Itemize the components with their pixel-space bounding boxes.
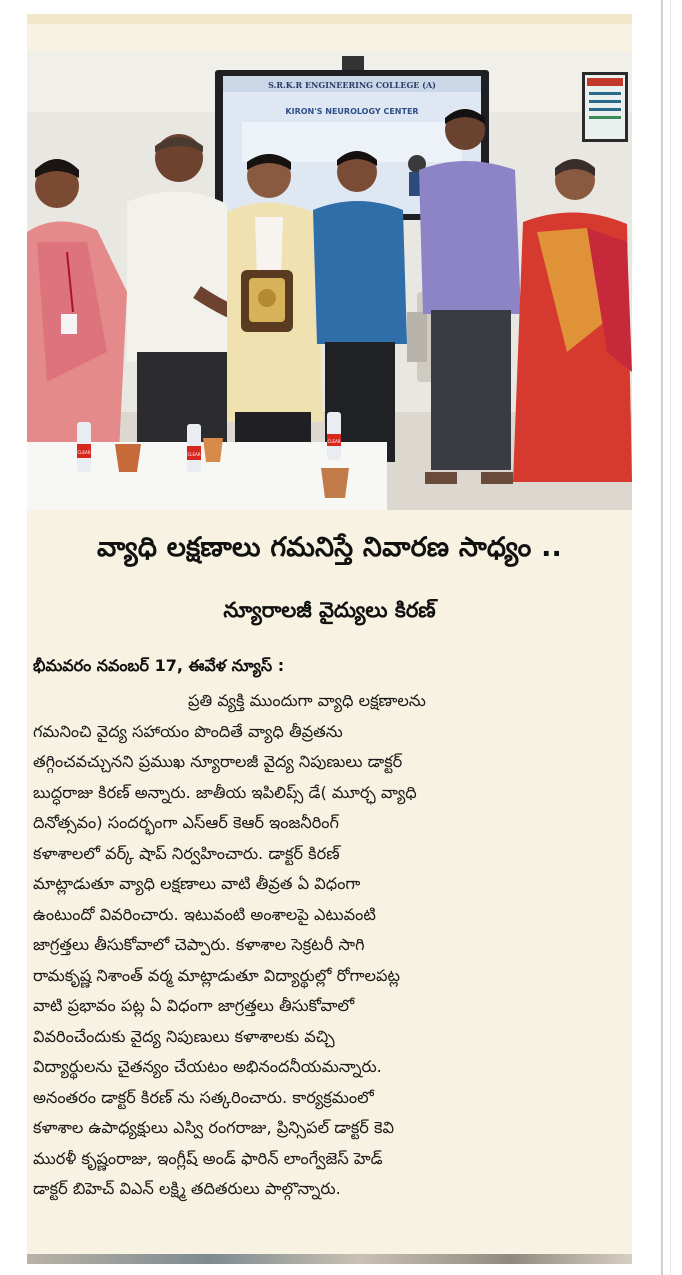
bottle-label-1: CLEAR — [77, 450, 91, 455]
article-body — [33, 686, 625, 1205]
body-line: విద్యార్థులను చైతన్యం చేయటం అభినందనీయమన్నారు. — [33, 1057, 382, 1076]
body-line: డాక్టర్ బిహెచ్ విఎన్ లక్ష్మి తదితరులు పాల్గొన్నారు. — [33, 1179, 341, 1198]
bottle-label-2: CLEAR — [187, 452, 201, 457]
event-photo-illustration — [27, 52, 632, 510]
body-line: కళాశాలలో వర్క్ షాప్ నిర్వహించారు. డాక్టర్ కిరణ్ — [33, 843, 340, 863]
body-line: కళాశాల ఉపాధ్యక్షులు ఎస్వి రంగరాజు, ప్రిన్సిపల్ డాక్టర్ కెవి — [33, 1118, 395, 1137]
article-headline: వ్యాధి లక్షణాలు గమనిస్తే నివారణ సాధ్యం .. — [97, 532, 562, 563]
bottle-label-3: CLEAR — [327, 439, 341, 444]
article-subheadline: న్యూరాలజీ వైద్యులు కిరణ్ — [223, 598, 436, 622]
body-line: ఉంటుందో వివరించారు. ఇటువంటి అంశాలపై ఎటువంటి — [33, 904, 376, 924]
page-edge-rule-secondary — [670, 0, 671, 1275]
screen-college-name: S.R.K.R ENGINEERING COLLEGE (A) — [268, 80, 436, 90]
article-dateline: భీమవరం నవంబర్ 17, ఈవేళ న్యూస్ : — [33, 656, 285, 675]
screen-center-name: KIRON'S NEUROLOGY CENTER — [285, 107, 419, 116]
body-line: మాట్లాడుతూ వ్యాధి లక్షణాలు వాటి తీవ్రత ఏ విధంగా — [33, 874, 361, 893]
body-line: మురళీ కృష్ణంరాజు, ఇంగ్లీష్ అండ్ ఫారిన్ లాంగ్వేజెస్ హెడ్ — [33, 1148, 383, 1168]
body-line: జాగ్రత్తలు తీసుకోవాలో చెప్పారు. కళాశాల సెక్రటరీ సాగి — [33, 935, 365, 954]
body-line: ప్రతి వ్యక్తి ముందుగా వ్యాధి లక్షణాలను — [188, 691, 426, 710]
body-line: దినోత్సవం) సందర్భంగా ఎస్ఆర్ కెఆర్ ఇంజనీరింగ్ — [33, 813, 339, 832]
clipping-top-band — [27, 14, 632, 24]
body-line: బుద్ధరాజు కిరణ్ అన్నారు. జాతీయ ఇపిలిప్స్ డే( మూర్ఛ వ్యాధి — [33, 782, 417, 802]
body-line: వాటి ప్రభావం పట్ల ఏ విధంగా జాగ్రత్తలు తీసుకోవాలో — [33, 996, 355, 1015]
body-line: రామకృష్ణ నిశాంత్ వర్మ మాట్లాడుతూ విద్యార్థుల్లో రోగాలపట్ల — [33, 965, 400, 985]
body-line: తగ్గించవచ్చునని ప్రముఖ న్యూరాలజీ వైద్య నిపుణులు డాక్టర్ — [33, 752, 403, 771]
page-edge-rule — [661, 0, 663, 1275]
newspaper-clipping — [27, 14, 632, 1264]
event-photo — [27, 52, 632, 510]
body-line: అనంతరం డాక్టర్ కిరణ్ ను సత్కరించారు. కార్యక్రమంలో — [33, 1087, 374, 1107]
body-line: గమనించి వైద్య సహాయం పొందితే వ్యాధి తీవ్రతను — [33, 721, 343, 741]
next-photo-edge — [27, 1254, 632, 1264]
body-line: వివరించేందుకు వైద్య నిపుణులు కళాశాలకు వచ్చి — [33, 1026, 335, 1046]
